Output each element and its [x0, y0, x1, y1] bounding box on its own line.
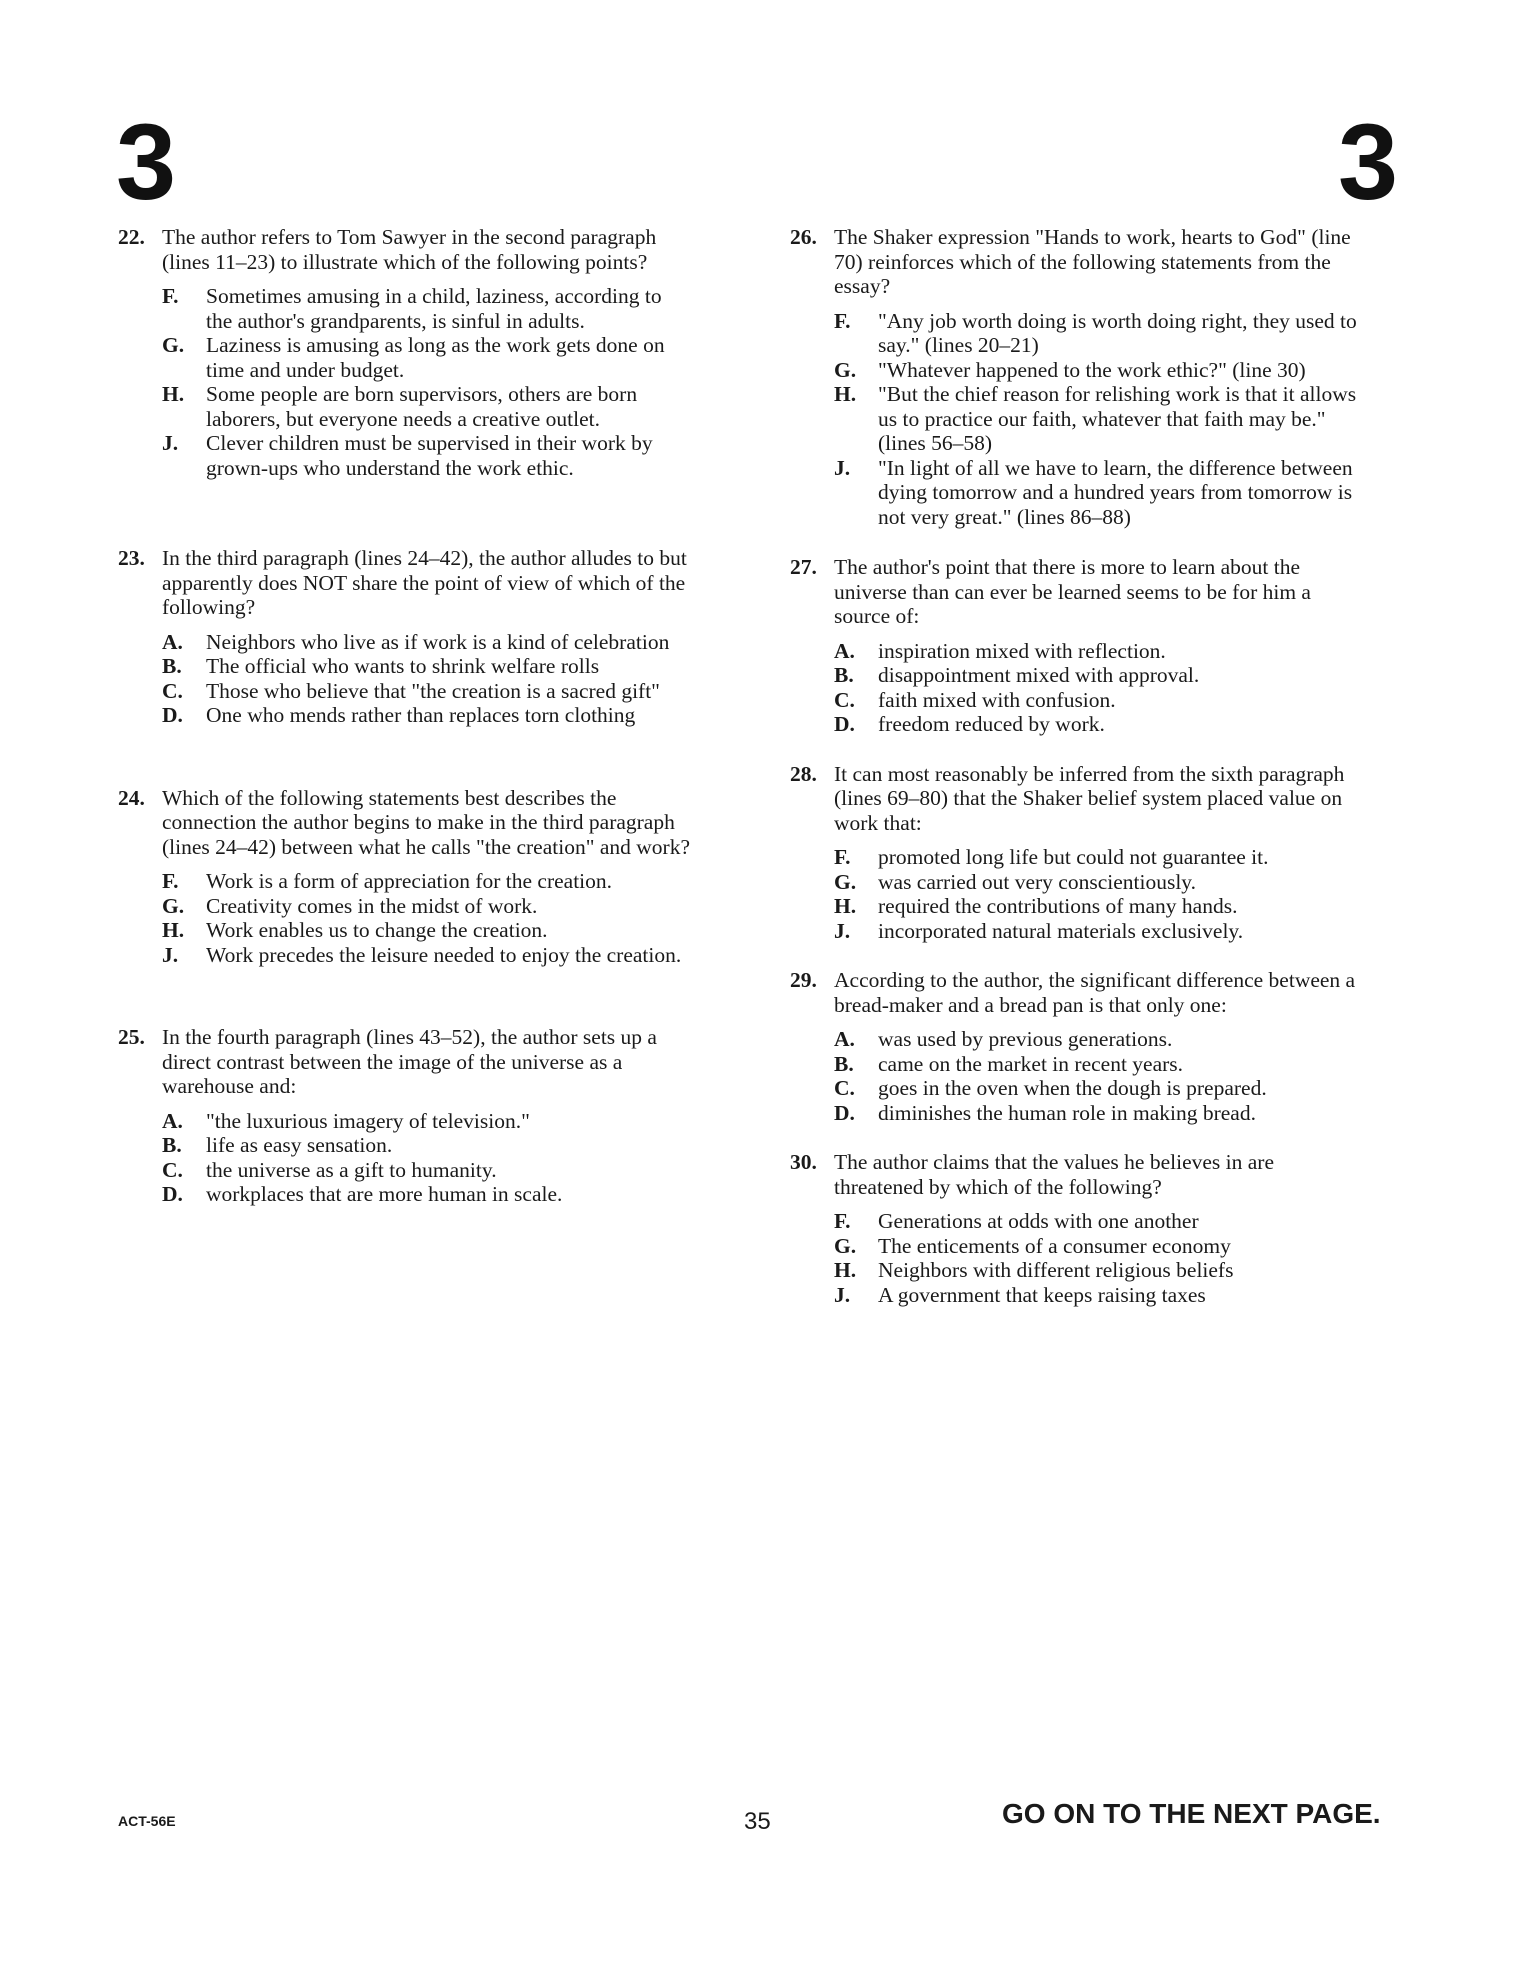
choice-text: promoted long life but could not guarantee it.: [878, 845, 1269, 869]
choice-letter: A.: [834, 638, 855, 663]
question-number: 30.: [790, 1150, 817, 1174]
answer-choice: [162, 943, 692, 968]
choice-text: Work precedes the leisure needed to enjoy the creation.: [206, 942, 682, 967]
choice-text: Neighbors who live as if work is a kind of celebration: [206, 629, 670, 654]
choice-letter: J.: [834, 1282, 851, 1307]
question-number: 22.: [118, 225, 145, 249]
question-22: [118, 225, 692, 480]
choice-text: One who mends rather than replaces torn clothing: [206, 703, 636, 727]
answer-choice: [162, 1109, 692, 1134]
choice-text: disappointment mixed with approval.: [878, 663, 1200, 687]
answer-choice: [834, 358, 1364, 383]
answer-choice: [834, 712, 1364, 737]
choice-text: freedom reduced by work.: [878, 712, 1105, 736]
answer-choice: [834, 894, 1364, 919]
question-number: 23.: [118, 546, 145, 570]
choice-letter: J.: [834, 455, 851, 480]
choice-letter: A.: [834, 1027, 855, 1051]
answer-choice: [834, 845, 1364, 870]
choice-letter: H.: [834, 382, 857, 406]
choice-text: required the contributions of many hands.: [878, 894, 1238, 918]
question-number: 25.: [118, 1025, 145, 1049]
choice-letter: J.: [162, 431, 179, 455]
question-number: 28.: [790, 761, 817, 786]
answer-choice: [162, 284, 692, 333]
answer-choice: [162, 1133, 692, 1158]
answer-choice: [834, 1052, 1364, 1077]
question-29: [790, 968, 1364, 1125]
question-25: [118, 1025, 692, 1207]
choice-letter: J.: [162, 942, 179, 967]
answer-choice: [162, 431, 692, 480]
answer-choice: [162, 1158, 692, 1183]
choice-text: goes in the oven when the dough is prepared.: [878, 1076, 1267, 1100]
choice-text: Creativity comes in the midst of work.: [206, 893, 538, 918]
choice-text: Clever children must be supervised in their work by grown-ups who understand the work ethic.: [206, 431, 653, 480]
answer-choice: [834, 309, 1364, 358]
answer-choice: [834, 870, 1364, 895]
answer-choice: [162, 654, 692, 679]
question-27: [790, 555, 1364, 737]
section-number-right: 3: [1338, 101, 1399, 222]
choice-letter: B.: [162, 654, 182, 678]
answer-choice: [162, 894, 692, 919]
question-stem: In the fourth paragraph (lines 43–52), the author sets up a direct contrast between the image of the universe as a warehouse and:: [162, 1025, 657, 1098]
choice-text: incorporated natural materials exclusively.: [878, 918, 1244, 943]
choice-letter: B.: [162, 1133, 182, 1157]
choice-text: Neighbors with different religious beliefs: [878, 1258, 1234, 1282]
question-stem: The author claims that the values he believes in are threatened by which of the following?: [834, 1150, 1274, 1199]
question-number: 24.: [118, 785, 145, 810]
answer-choice: [162, 630, 692, 655]
go-on-notice: GO ON TO THE NEXT PAGE.: [1002, 1798, 1381, 1829]
choice-text: "In light of all we have to learn, the difference between dying tomorrow and a hundred years from tomorrow is not very great." (lines 86–88): [878, 455, 1353, 529]
answer-choices: [834, 309, 1364, 530]
choice-text: "Whatever happened to the work ethic?" (line 30): [878, 357, 1306, 382]
choice-letter: G.: [834, 1233, 857, 1258]
question-stem: It can most reasonably be inferred from the sixth paragraph (lines 69–80) that the Shaker belief system placed value on work that:: [834, 761, 1345, 835]
choice-text: Sometimes amusing in a child, laziness, according to the author's grandparents, is sinful in adults.: [206, 284, 662, 333]
answer-choice: [834, 663, 1364, 688]
choice-letter: C.: [162, 1157, 183, 1182]
answer-choice: [834, 1027, 1364, 1052]
answer-choice: [834, 1101, 1364, 1126]
question-stem: In the third paragraph (lines 24–42), the author alludes to but apparently does NOT share the point of view of which of the following?: [162, 546, 687, 619]
answer-choices: [162, 630, 692, 728]
choice-text: inspiration mixed with reflection.: [878, 638, 1166, 663]
choice-text: Laziness is amusing as long as the work gets done on time and under budget.: [206, 333, 665, 382]
question-stem: The author refers to Tom Sawyer in the second paragraph (lines 11–23) to illustrate which of the following points?: [162, 225, 657, 274]
answer-choice: [834, 639, 1364, 664]
choice-text: Those who believe that "the creation is a sacred gift": [206, 678, 660, 703]
answer-choices: [162, 284, 692, 480]
choice-letter: F.: [834, 308, 851, 333]
answer-choice: [834, 456, 1364, 530]
question-number: 26.: [790, 225, 817, 249]
choice-letter: J.: [834, 918, 851, 943]
choice-text: Some people are born supervisors, others are born laborers, but everyone needs a creative outlet.: [206, 382, 638, 431]
choice-letter: G.: [834, 869, 857, 894]
answer-choice: [162, 869, 692, 894]
choice-text: the universe as a gift to humanity.: [206, 1157, 497, 1182]
answer-choice: [162, 1182, 692, 1207]
choice-letter: H.: [162, 382, 185, 406]
right-column: [790, 225, 1364, 1307]
choice-letter: H.: [834, 1258, 857, 1282]
choice-text: diminishes the human role in making bread.: [878, 1100, 1256, 1125]
question-number: 29.: [790, 968, 817, 992]
question-stem: The author's point that there is more to learn about the universe than can ever be learned seems to be for him a source of:: [834, 555, 1311, 628]
choice-text: The enticements of a consumer economy: [878, 1233, 1231, 1258]
choice-letter: F.: [834, 1209, 851, 1233]
choice-letter: C.: [834, 1076, 855, 1100]
answer-choices: [834, 1209, 1364, 1307]
question-23: [118, 546, 692, 728]
choice-text: "the luxurious imagery of television.": [206, 1108, 530, 1133]
choice-letter: B.: [834, 1051, 854, 1076]
choice-letter: H.: [834, 894, 857, 918]
question-28: [790, 762, 1364, 944]
answer-choice: [162, 918, 692, 943]
choice-text: life as easy sensation.: [206, 1133, 393, 1157]
question-stem: Which of the following statements best describes the connection the author begins to make in the third paragraph (lines 24–42) between what he calls "the creation" and work?: [162, 785, 690, 859]
choice-letter: F.: [834, 845, 851, 869]
answer-choice: [834, 1234, 1364, 1259]
question-stem: The Shaker expression "Hands to work, hearts to God" (line 70) reinforces which of the following statements from the essay?: [834, 225, 1351, 298]
choice-letter: D.: [162, 1182, 183, 1206]
choice-letter: A.: [162, 629, 183, 654]
choice-text: "Any job worth doing is worth doing right, they used to say." (lines 20–21): [878, 308, 1357, 357]
choice-letter: D.: [834, 712, 855, 736]
answer-choice: [834, 382, 1364, 456]
answer-choices: [162, 869, 692, 967]
answer-choices: [162, 1109, 692, 1207]
question-26: [790, 225, 1364, 529]
choice-letter: F.: [162, 869, 179, 893]
choice-letter: D.: [162, 703, 183, 727]
answer-choice: [834, 919, 1364, 944]
choice-letter: G.: [834, 357, 857, 382]
choice-text: Generations at odds with one another: [878, 1209, 1199, 1233]
choice-letter: H.: [162, 918, 185, 942]
left-column: [118, 225, 692, 1207]
answer-choice: [834, 1283, 1364, 1308]
section-number-left: 3: [116, 101, 177, 222]
choice-letter: B.: [834, 663, 854, 687]
choice-text: workplaces that are more human in scale.: [206, 1182, 563, 1206]
answer-choice: [162, 333, 692, 382]
question-stem: According to the author, the significant difference between a bread-maker and a bread pan is that only one:: [834, 968, 1356, 1017]
answer-choices: [834, 639, 1364, 737]
choice-text: Work enables us to change the creation.: [206, 918, 548, 942]
answer-choice: [834, 1209, 1364, 1234]
question-number: 27.: [790, 555, 817, 579]
form-code: ACT-56E: [118, 1813, 176, 1829]
choice-text: A government that keeps raising taxes: [878, 1282, 1206, 1307]
choice-text: was used by previous generations.: [878, 1027, 1173, 1051]
choice-text: Work is a form of appreciation for the creation.: [206, 869, 613, 893]
choice-text: faith mixed with confusion.: [878, 687, 1116, 712]
answer-choice: [162, 679, 692, 704]
choice-letter: A.: [162, 1108, 183, 1133]
answer-choice: [162, 703, 692, 728]
choice-letter: C.: [834, 687, 855, 712]
choice-text: The official who wants to shrink welfare rolls: [206, 654, 600, 678]
answer-choices: [834, 1027, 1364, 1125]
answer-choices: [834, 845, 1364, 943]
choice-text: came on the market in recent years.: [878, 1051, 1184, 1076]
choice-text: "But the chief reason for relishing work is that it allows us to practice our faith, whatever that faith may be." (lines 56–58): [878, 382, 1357, 455]
choice-text: was carried out very conscientiously.: [878, 869, 1197, 894]
choice-letter: G.: [162, 893, 185, 918]
question-24: [118, 786, 692, 968]
choice-letter: G.: [162, 333, 185, 357]
question-30: [790, 1150, 1364, 1307]
answer-choice: [162, 382, 692, 431]
answer-choice: [834, 688, 1364, 713]
answer-choice: [834, 1076, 1364, 1101]
answer-choice: [834, 1258, 1364, 1283]
choice-letter: F.: [162, 284, 179, 308]
choice-letter: D.: [834, 1100, 855, 1125]
choice-letter: C.: [162, 678, 183, 703]
page-number: 35: [744, 1808, 771, 1835]
